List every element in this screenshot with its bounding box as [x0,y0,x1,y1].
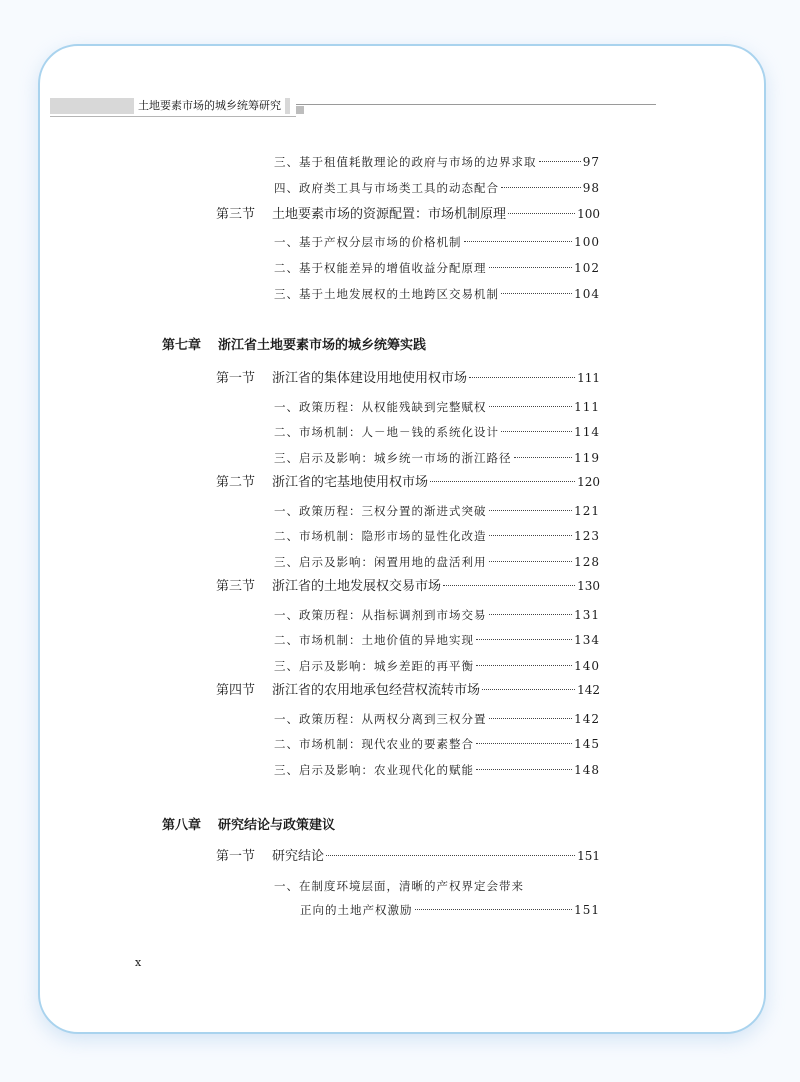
dot-leader [415,908,573,910]
toc-subsection-label: 一、政策历程：三权分置的渐进式突破 [274,504,487,518]
toc-chapter-entry[interactable] [162,336,426,356]
toc-subsection-entry[interactable] [274,605,600,625]
dot-leader [443,584,575,586]
dot-leader [501,186,581,188]
toc-subsection-entry[interactable] [274,284,600,304]
dot-leader [508,212,575,214]
running-header-title: 土地要素市场的城乡统筹研究 [134,98,285,114]
toc-page-number: 120 [577,475,600,489]
toc-page-number: 123 [574,529,600,543]
dot-leader [489,717,573,719]
toc-subsection-entry[interactable] [274,526,600,546]
dot-leader [476,638,572,640]
toc-section-number: 第三节 [216,579,256,594]
toc-section-entry[interactable] [216,368,600,388]
toc-subsection-entry[interactable] [274,630,600,650]
dot-leader [469,376,575,378]
toc-section-label [216,681,480,701]
toc-subsection-label: 二、基于权能差异的增值收益分配原理 [274,261,487,275]
toc-subsection-entry[interactable] [274,152,600,172]
toc-subsection-label: 一、政策历程：从权能残缺到完整赋权 [274,400,487,414]
toc-page-number: 102 [574,261,600,275]
dot-leader [482,688,575,690]
header-rule-lower [50,116,296,117]
toc-section-label [216,369,467,389]
toc-page-number: 119 [574,451,600,465]
dot-leader [489,405,573,407]
toc-chapter-entry[interactable] [162,816,335,836]
toc-subsection-entry[interactable] [274,876,600,896]
toc-subsection-label: 三、启示及影响：闲置用地的盘活利用 [274,555,487,569]
toc-page-number: 97 [582,155,600,169]
toc-subsection-entry[interactable] [300,900,600,920]
toc-subsection-label: 一、政策历程：从指标调剂到市场交易 [274,608,487,622]
dot-leader [476,664,572,666]
toc-page-number: 148 [574,763,600,777]
toc-page-number: 131 [574,608,600,622]
toc-page-number: 130 [577,579,600,593]
toc-section-label [216,577,441,597]
toc-subsection-entry[interactable] [274,422,600,442]
toc-subsection-entry[interactable] [274,258,600,278]
toc-page-number: 104 [574,287,600,301]
toc-page-number: 151 [577,849,600,863]
toc-section-entry[interactable] [216,204,600,224]
dot-leader [464,240,573,242]
toc-page-number: 111 [577,371,600,385]
toc-chapter-title: 研究结论与政策建议 [218,818,336,833]
toc-subsection-label: 二、市场机制：现代农业的要素整合 [274,737,474,751]
toc-page-number: 151 [574,903,600,917]
toc-subsection-label: 三、基于租值耗散理论的政府与市场的边界求取 [274,155,537,169]
toc-subsection-entry[interactable] [274,397,600,417]
toc-subsection-label: 一、政策历程：从两权分离到三权分置 [274,712,487,726]
toc-section-number: 第一节 [216,849,256,864]
toc-subsection-label: 三、基于土地发展权的土地跨区交易机制 [274,287,499,301]
toc-page-number: 142 [574,712,600,726]
toc-page-number: 128 [574,555,600,569]
toc-page-number: 134 [574,633,600,647]
toc-page-number: 145 [574,737,600,751]
toc-subsection-label: 二、市场机制：土地价值的异地实现 [274,633,474,647]
toc-section-number: 第三节 [216,207,256,222]
toc-subsection-label: 正向的土地产权激励 [300,903,413,917]
dot-leader [501,430,572,432]
dot-leader [326,854,575,856]
toc-section-title: 浙江省的土地发展权交易市场 [272,579,442,594]
toc-section-number: 第二节 [216,475,256,490]
toc-subsection-label: 二、市场机制：人－地－钱的系统化设计 [274,425,499,439]
toc-section-title: 土地要素市场的资源配置：市场机制原理 [272,207,507,222]
toc-subsection-entry[interactable] [274,501,600,521]
toc-subsection-entry[interactable] [274,552,600,572]
toc-subsection-label: 二、市场机制：隐形市场的显性化改造 [274,529,487,543]
dot-leader [476,742,572,744]
toc-subsection-entry[interactable] [274,734,600,754]
toc-section-entry[interactable] [216,472,600,492]
toc-section-title: 浙江省的集体建设用地使用权市场 [272,371,468,386]
toc-page-number: 98 [582,181,600,195]
dot-leader [489,613,573,615]
toc-subsection-label: 三、启示及影响：城乡统一市场的浙江路径 [274,451,512,465]
toc-page-number: 100 [574,235,600,249]
toc-chapter-title: 浙江省土地要素市场的城乡统筹实践 [218,338,427,353]
toc-subsection-entry[interactable] [274,178,600,198]
toc-section-number: 第一节 [216,371,256,386]
toc-section-label [216,847,324,867]
toc-subsection-entry[interactable] [274,232,600,252]
toc-chapter-number: 第八章 [162,818,202,833]
toc-subsection-entry[interactable] [274,709,600,729]
toc-page-number: 111 [574,400,600,414]
toc-page-number: 114 [574,425,600,439]
toc-subsection-label: 一、基于产权分层市场的价格机制 [274,235,462,249]
toc-subsection-entry[interactable] [274,656,600,676]
dot-leader [489,266,573,268]
toc-page-number: 140 [574,659,600,673]
toc-section-entry[interactable] [216,680,600,700]
header-square-mark [296,106,304,114]
dot-leader [514,456,573,458]
toc-subsection-entry[interactable] [274,760,600,780]
toc-section-entry[interactable] [216,576,600,596]
header-rule [296,104,656,105]
toc-page-number: 100 [577,207,600,221]
toc-section-label [216,473,428,493]
dot-leader [476,768,572,770]
toc-subsection-label: 一、在制度环境层面，清晰的产权界定会带来 [274,879,524,893]
toc-section-title: 浙江省的宅基地使用权市场 [272,475,429,490]
dot-leader [489,534,573,536]
toc-subsection-label: 三、启示及影响：农业现代化的赋能 [274,763,474,777]
dot-leader [430,480,575,482]
dot-leader [489,509,573,511]
toc-section-title: 浙江省的农用地承包经营权流转市场 [272,683,481,698]
toc-section-label [216,205,506,225]
toc-section-number: 第四节 [216,683,256,698]
toc-section-entry[interactable] [216,846,600,866]
dot-leader [539,160,581,162]
toc-page-number: 121 [574,504,600,518]
toc-section-title: 研究结论 [272,849,325,864]
toc-subsection-entry[interactable] [274,448,600,468]
toc-page-number: 142 [577,683,600,697]
toc-subsection-label: 三、启示及影响：城乡差距的再平衡 [274,659,474,673]
toc-subsection-label: 四、政府类工具与市场类工具的动态配合 [274,181,499,195]
dot-leader [489,560,573,562]
page-number: x [135,956,142,969]
toc-chapter-number: 第七章 [162,338,202,353]
dot-leader [501,292,572,294]
